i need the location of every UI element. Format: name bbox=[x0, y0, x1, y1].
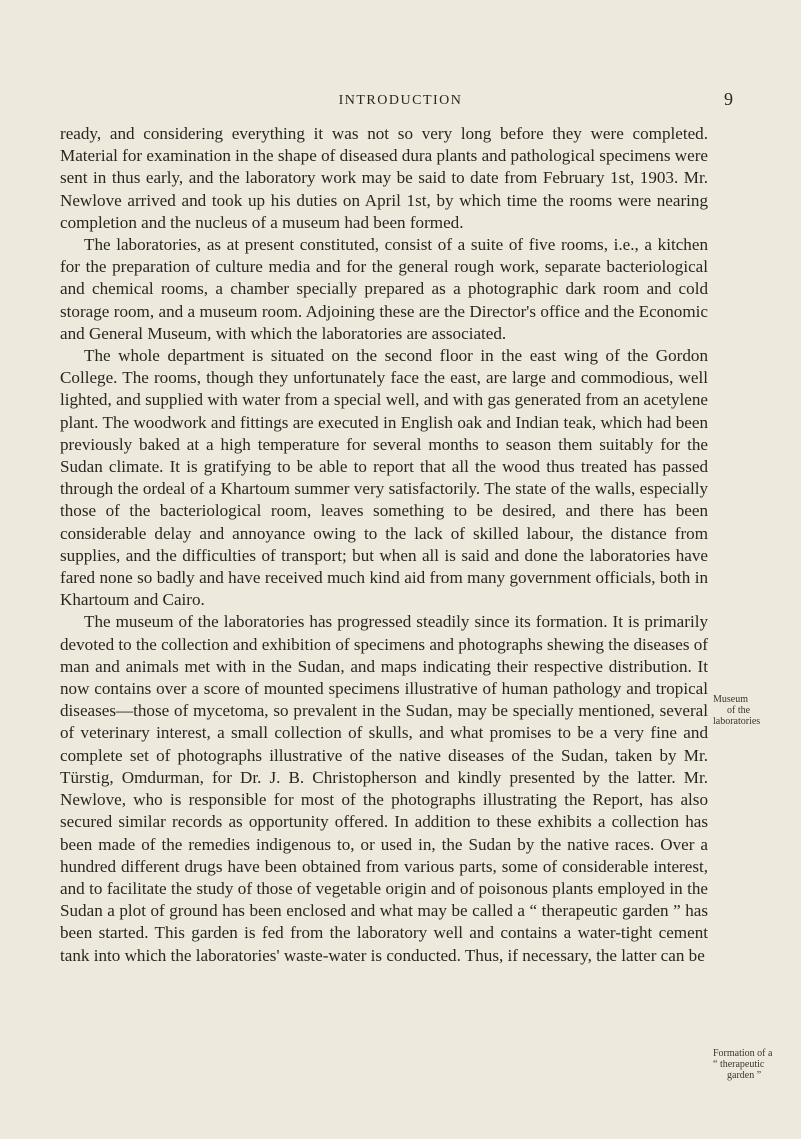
page-header bbox=[0, 89, 801, 117]
margin-note-garden bbox=[713, 1048, 797, 1081]
paragraph-laboratories: The laboratories, as at present constituted, consist of a suite of five rooms, i.e., a kitchen for the preparation of culture media and for the general rough work, separate bacteriological and chemical rooms, a chamber specially prepared as a photographic dark room and cold storage room, and a museum room. Adjoining these are the Director's office and the Economic and General Museum, with which the laboratories are associated. bbox=[60, 235, 708, 343]
running-head: INTRODUCTION bbox=[338, 93, 463, 108]
paragraph-continued: ready, and considering everything it was not so very long before they were completed. Material for examination in the shape of diseased dura plants and pathological specimens were sent in thus early, and the laboratory work may be said to date from February 1st, 1903. Mr. Newlove arrived and took up his duties on April 1st, by which time the rooms were nearing completion and the nucleus of a museum had been formed. bbox=[60, 124, 708, 232]
margin-note-line: of the bbox=[727, 705, 751, 716]
body-text bbox=[60, 123, 708, 967]
margin-note-line: Museum bbox=[713, 694, 748, 705]
paragraph-department: The whole department is situated on the second floor in the east wing of the Gordon College. The rooms, though they unfortunately face the east, are large and commodious, well lighted, and supplied with water from a special well, and with gas generated from an acetylene plant. The woodwork and fittings are executed in English oak and Indian teak, which had been previously baked at a high temperature for several months to season them suitably for the Sudan climate. It is gratifying to be able to report that all the wood thus treated has passed through the ordeal of a Khartoum summer very satisfactorily. The state of the walls, especially those of the bacteriological room, leaves something to be desired, and there has been considerable delay and annoyance owing to the lack of skilled labour, the distance from supplies, and the difficulties of transport; but when all is said and done the laboratories have fared none so badly and have received much kind aid from many government officials, both in Khartoum and Cairo. bbox=[60, 346, 708, 610]
margin-note-museum bbox=[713, 694, 797, 727]
margin-note-line: laboratories bbox=[713, 716, 761, 727]
margin-note-line: “ therapeutic bbox=[713, 1059, 765, 1070]
page-number: 9 bbox=[724, 89, 733, 109]
margin-note-line: Formation of a bbox=[713, 1048, 773, 1059]
paragraph-museum: The museum of the laboratories has progressed steadily since its formation. It is primarily devoted to the collection and exhibition of specimens and photographs shewing the diseases of man and animals met with in the Sudan, and maps indicating their respective distribution. It now contains over a score of mounted specimens illustrative of human pathology and tropical diseases—those of mycetoma, so prevalent in the Sudan, may be specially mentioned, several of veterinary interest, a small collection of skulls, and what promises to be a very fine and complete set of photographs illustrative of the native diseases of the Sudan, taken by Mr. Türstig, Omdurman, for Dr. J. B. Christopherson and kindly presented by the latter. Mr. Newlove, who is responsible for most of the photographs illustrating the Report, has also secured similar records as opportunity offered. In addition to these exhibits a collection has been made of the remedies indigenous to, or used in, the Sudan by the native races. Over a hundred different drugs have been obtained from various parts, some of considerable interest, and to facilitate the study of those of vegetable origin and of poisonous plants employed in the Sudan a plot of ground has been enclosed and what may be called a “ therapeutic garden ” has been started. This garden is fed from the laboratory well and contains a water-tight cement tank into which the laboratories' waste-water is conducted. Thus, if necessary, the latter can be bbox=[60, 612, 708, 965]
margin-note-line: garden ” bbox=[727, 1070, 762, 1081]
